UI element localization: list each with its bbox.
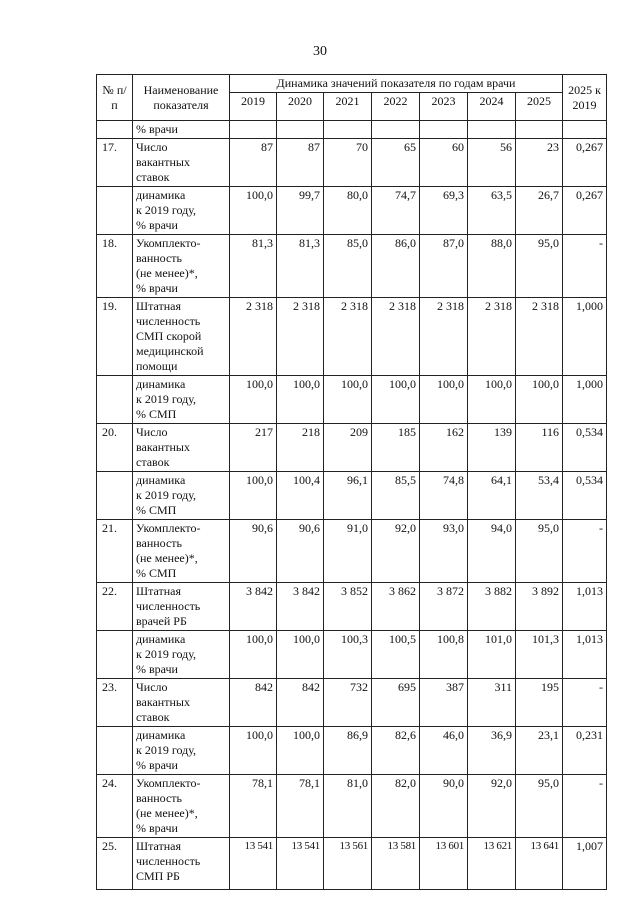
year-value: 82,0 bbox=[372, 775, 420, 838]
indicator-name-line: вакантных bbox=[136, 440, 190, 454]
row-number: 20. bbox=[97, 424, 133, 472]
year-value: 3 852 bbox=[324, 583, 372, 631]
indicator-name-line: динамика bbox=[136, 188, 186, 202]
indicator-name-line: динамика bbox=[136, 473, 186, 487]
indicator-name bbox=[133, 187, 230, 235]
indicator-name-line: Укомплекто- bbox=[136, 521, 201, 535]
indicator-name-line: ванность bbox=[136, 791, 183, 805]
indicator-name-line: численность bbox=[136, 599, 201, 613]
ratio-value: 1,013 bbox=[563, 583, 607, 631]
year-value: 53,4 bbox=[516, 472, 563, 520]
indicator-name-line: ставок bbox=[136, 170, 170, 184]
indicator-name-line: % врачи bbox=[136, 122, 178, 136]
indicator-name bbox=[133, 520, 230, 583]
table-row bbox=[97, 520, 607, 583]
year-value: 100,0 bbox=[277, 376, 324, 424]
year-value: 92,0 bbox=[372, 520, 420, 583]
indicator-name-line: вакантных bbox=[136, 695, 190, 709]
page-number: 30 bbox=[313, 44, 327, 59]
indicator-name-line: % врачи bbox=[136, 821, 178, 835]
year-value: 3 862 bbox=[372, 583, 420, 631]
table-row bbox=[97, 235, 607, 298]
header-year: 2022 bbox=[372, 93, 420, 121]
header-year: 2019 bbox=[230, 93, 277, 121]
indicator-name-line: к 2019 году, bbox=[136, 392, 197, 406]
year-value: 100,5 bbox=[372, 631, 420, 679]
header-dynamics: Динамика значений показателя по годам врачи bbox=[230, 75, 563, 93]
indicator-name bbox=[133, 679, 230, 727]
row-number: 21. bbox=[97, 520, 133, 583]
year-value: 100,0 bbox=[324, 376, 372, 424]
row-number: 17. bbox=[97, 139, 133, 187]
year-value: 95,0 bbox=[516, 235, 563, 298]
row-number: 23. bbox=[97, 679, 133, 727]
year-value: 100,4 bbox=[277, 472, 324, 520]
year-value: 82,6 bbox=[372, 727, 420, 775]
table-row bbox=[97, 424, 607, 472]
indicator-name-line: вакантных bbox=[136, 155, 190, 169]
year-value: 63,5 bbox=[468, 187, 516, 235]
indicator-name bbox=[133, 235, 230, 298]
indicator-name bbox=[133, 838, 230, 890]
indicator-name bbox=[133, 139, 230, 187]
table-row bbox=[97, 775, 607, 838]
year-value: 90,6 bbox=[277, 520, 324, 583]
indicator-name bbox=[133, 121, 230, 139]
indicator-name-line: Штатная bbox=[136, 584, 182, 598]
year-value: 78,1 bbox=[230, 775, 277, 838]
year-value: 13 561 bbox=[324, 838, 372, 890]
table-row bbox=[97, 472, 607, 520]
indicator-name-line: % СМП bbox=[136, 503, 177, 517]
row-number: 18. bbox=[97, 235, 133, 298]
year-value: 116 bbox=[516, 424, 563, 472]
year-value: 2 318 bbox=[277, 298, 324, 376]
indicator-name-line: % врачи bbox=[136, 662, 178, 676]
indicator-name bbox=[133, 583, 230, 631]
indicator-name-line: Число bbox=[136, 680, 168, 694]
indicator-name-line: (не менее)*, bbox=[136, 551, 198, 565]
table-header bbox=[97, 75, 607, 121]
year-value: 100,3 bbox=[324, 631, 372, 679]
ratio-value: 0,534 bbox=[563, 424, 607, 472]
indicator-name-line: динамика bbox=[136, 377, 186, 391]
year-value bbox=[420, 121, 468, 139]
year-value: 842 bbox=[277, 679, 324, 727]
year-value: 3 842 bbox=[230, 583, 277, 631]
row-number bbox=[97, 472, 133, 520]
year-value: 56 bbox=[468, 139, 516, 187]
row-number bbox=[97, 187, 133, 235]
year-value: 86,9 bbox=[324, 727, 372, 775]
year-value bbox=[277, 121, 324, 139]
year-value: 86,0 bbox=[372, 235, 420, 298]
year-value: 732 bbox=[324, 679, 372, 727]
indicator-name bbox=[133, 376, 230, 424]
indicator-name-line: % врачи bbox=[136, 758, 178, 772]
year-value: 842 bbox=[230, 679, 277, 727]
year-value: 2 318 bbox=[516, 298, 563, 376]
table-row bbox=[97, 376, 607, 424]
year-value: 96,1 bbox=[324, 472, 372, 520]
indicator-name-line: к 2019 году, bbox=[136, 743, 197, 757]
indicator-name-line: Укомплекто- bbox=[136, 776, 201, 790]
year-value: 36,9 bbox=[468, 727, 516, 775]
indicator-name-line: к 2019 году, bbox=[136, 203, 197, 217]
year-value: 92,0 bbox=[468, 775, 516, 838]
indicator-name-line: Штатная bbox=[136, 299, 182, 313]
ratio-value: 1,013 bbox=[563, 631, 607, 679]
year-value: 101,0 bbox=[468, 631, 516, 679]
ratio-value: 0,231 bbox=[563, 727, 607, 775]
table-row bbox=[97, 298, 607, 376]
year-value: 100,0 bbox=[516, 376, 563, 424]
year-value: 3 892 bbox=[516, 583, 563, 631]
year-value: 81,3 bbox=[277, 235, 324, 298]
table-row bbox=[97, 727, 607, 775]
indicator-name-line: численность bbox=[136, 854, 201, 868]
year-value: 85,0 bbox=[324, 235, 372, 298]
ratio-value: - bbox=[563, 775, 607, 838]
year-value: 218 bbox=[277, 424, 324, 472]
year-value bbox=[468, 121, 516, 139]
year-value: 91,0 bbox=[324, 520, 372, 583]
header-ratio: 2025 к 2019 bbox=[563, 75, 607, 121]
indicator-name-line: Число bbox=[136, 140, 168, 154]
year-value: 93,0 bbox=[420, 520, 468, 583]
year-value: 100,0 bbox=[230, 187, 277, 235]
indicator-name bbox=[133, 424, 230, 472]
year-value: 217 bbox=[230, 424, 277, 472]
table-row bbox=[97, 838, 607, 890]
year-value: 90,0 bbox=[420, 775, 468, 838]
year-value: 90,6 bbox=[230, 520, 277, 583]
year-value: 2 318 bbox=[372, 298, 420, 376]
indicator-name-line: % СМП bbox=[136, 407, 177, 421]
row-number bbox=[97, 727, 133, 775]
year-value bbox=[324, 121, 372, 139]
year-value: 162 bbox=[420, 424, 468, 472]
ratio-value: - bbox=[563, 235, 607, 298]
table-row bbox=[97, 139, 607, 187]
year-value: 100,0 bbox=[420, 376, 468, 424]
year-value: 23 bbox=[516, 139, 563, 187]
header-year: 2024 bbox=[468, 93, 516, 121]
year-value: 64,1 bbox=[468, 472, 516, 520]
year-value: 87,0 bbox=[420, 235, 468, 298]
year-value: 100,0 bbox=[230, 472, 277, 520]
year-value: 13 581 bbox=[372, 838, 420, 890]
indicator-name bbox=[133, 472, 230, 520]
year-value bbox=[372, 121, 420, 139]
year-value: 13 541 bbox=[230, 838, 277, 890]
table-body bbox=[97, 121, 607, 890]
year-value: 99,7 bbox=[277, 187, 324, 235]
year-value: 100,0 bbox=[230, 376, 277, 424]
ratio-value: 0,267 bbox=[563, 187, 607, 235]
year-value: 3 882 bbox=[468, 583, 516, 631]
year-value: 80,0 bbox=[324, 187, 372, 235]
indicator-name-line: ставок bbox=[136, 710, 170, 724]
indicator-name-line: (не менее)*, bbox=[136, 266, 198, 280]
ratio-value: - bbox=[563, 520, 607, 583]
header-num: № п/п bbox=[97, 75, 133, 121]
indicator-name-line: % СМП bbox=[136, 566, 177, 580]
indicator-name-line: СМП РБ bbox=[136, 869, 180, 883]
indicator-name bbox=[133, 727, 230, 775]
table-row bbox=[97, 187, 607, 235]
row-number bbox=[97, 631, 133, 679]
year-value: 95,0 bbox=[516, 520, 563, 583]
year-value: 195 bbox=[516, 679, 563, 727]
header-year: 2021 bbox=[324, 93, 372, 121]
year-value: 100,0 bbox=[372, 376, 420, 424]
year-value: 100,0 bbox=[468, 376, 516, 424]
header-year: 2025 bbox=[516, 93, 563, 121]
year-value: 100,0 bbox=[230, 727, 277, 775]
year-value: 2 318 bbox=[468, 298, 516, 376]
year-value: 2 318 bbox=[324, 298, 372, 376]
indicator-name-line: к 2019 году, bbox=[136, 647, 197, 661]
year-value: 3 842 bbox=[277, 583, 324, 631]
year-value: 87 bbox=[277, 139, 324, 187]
year-value: 139 bbox=[468, 424, 516, 472]
year-value: 78,1 bbox=[277, 775, 324, 838]
header-name: Наименование показателя bbox=[133, 75, 230, 121]
row-number bbox=[97, 121, 133, 139]
year-value: 100,8 bbox=[420, 631, 468, 679]
indicator-name-line: Укомплекто- bbox=[136, 236, 201, 250]
indicator-name bbox=[133, 298, 230, 376]
year-value: 60 bbox=[420, 139, 468, 187]
year-value: 13 621 bbox=[468, 838, 516, 890]
row-number: 24. bbox=[97, 775, 133, 838]
indicator-name-line: Число bbox=[136, 425, 168, 439]
year-value: 209 bbox=[324, 424, 372, 472]
indicator-name-line: численность bbox=[136, 314, 201, 328]
year-value: 311 bbox=[468, 679, 516, 727]
year-value: 81,3 bbox=[230, 235, 277, 298]
row-number: 22. bbox=[97, 583, 133, 631]
header-year: 2023 bbox=[420, 93, 468, 121]
row-number bbox=[97, 376, 133, 424]
year-value: 101,3 bbox=[516, 631, 563, 679]
table-row bbox=[97, 121, 607, 139]
ratio-value bbox=[563, 121, 607, 139]
year-value: 46,0 bbox=[420, 727, 468, 775]
year-value: 74,8 bbox=[420, 472, 468, 520]
year-value: 94,0 bbox=[468, 520, 516, 583]
year-value: 85,5 bbox=[372, 472, 420, 520]
ratio-value: - bbox=[563, 679, 607, 727]
indicator-name-line: СМП скорой bbox=[136, 329, 202, 343]
indicator-name-line: % врачи bbox=[136, 281, 178, 295]
table-row bbox=[97, 631, 607, 679]
year-value bbox=[230, 121, 277, 139]
year-value: 2 318 bbox=[230, 298, 277, 376]
year-value: 88,0 bbox=[468, 235, 516, 298]
indicator-name-line: динамика bbox=[136, 728, 186, 742]
indicators-table bbox=[96, 74, 607, 890]
year-value: 100,0 bbox=[230, 631, 277, 679]
indicator-name-line: ванность bbox=[136, 536, 183, 550]
ratio-value: 1,007 bbox=[563, 838, 607, 890]
table-row bbox=[97, 679, 607, 727]
year-value: 100,0 bbox=[277, 727, 324, 775]
year-value: 95,0 bbox=[516, 775, 563, 838]
indicator-name bbox=[133, 631, 230, 679]
indicator-name-line: динамика bbox=[136, 632, 186, 646]
year-value: 74,7 bbox=[372, 187, 420, 235]
ratio-value: 0,534 bbox=[563, 472, 607, 520]
ratio-value: 1,000 bbox=[563, 376, 607, 424]
year-value: 26,7 bbox=[516, 187, 563, 235]
year-value: 3 872 bbox=[420, 583, 468, 631]
indicator-name-line: Штатная bbox=[136, 839, 182, 853]
year-value bbox=[516, 121, 563, 139]
year-value: 65 bbox=[372, 139, 420, 187]
year-value: 695 bbox=[372, 679, 420, 727]
row-number: 25. bbox=[97, 838, 133, 890]
row-number: 19. bbox=[97, 298, 133, 376]
year-value: 100,0 bbox=[277, 631, 324, 679]
indicator-name-line: помощи bbox=[136, 359, 178, 373]
year-value: 387 bbox=[420, 679, 468, 727]
table-row bbox=[97, 583, 607, 631]
indicator-name-line: к 2019 году, bbox=[136, 488, 197, 502]
year-value: 81,0 bbox=[324, 775, 372, 838]
indicator-name-line: ставок bbox=[136, 455, 170, 469]
year-value: 2 318 bbox=[420, 298, 468, 376]
indicator-name-line: ванность bbox=[136, 251, 183, 265]
indicator-name-line: медицинской bbox=[136, 344, 204, 358]
ratio-value: 0,267 bbox=[563, 139, 607, 187]
year-value: 70 bbox=[324, 139, 372, 187]
header-year: 2020 bbox=[277, 93, 324, 121]
year-value: 13 641 bbox=[516, 838, 563, 890]
year-value: 87 bbox=[230, 139, 277, 187]
year-value: 13 541 bbox=[277, 838, 324, 890]
year-value: 69,3 bbox=[420, 187, 468, 235]
indicator-name-line: врачей РБ bbox=[136, 614, 187, 628]
year-value: 13 601 bbox=[420, 838, 468, 890]
indicator-name-line: % врачи bbox=[136, 218, 178, 232]
ratio-value: 1,000 bbox=[563, 298, 607, 376]
indicator-name bbox=[133, 775, 230, 838]
year-value: 23,1 bbox=[516, 727, 563, 775]
year-value: 185 bbox=[372, 424, 420, 472]
indicator-name-line: (не менее)*, bbox=[136, 806, 198, 820]
